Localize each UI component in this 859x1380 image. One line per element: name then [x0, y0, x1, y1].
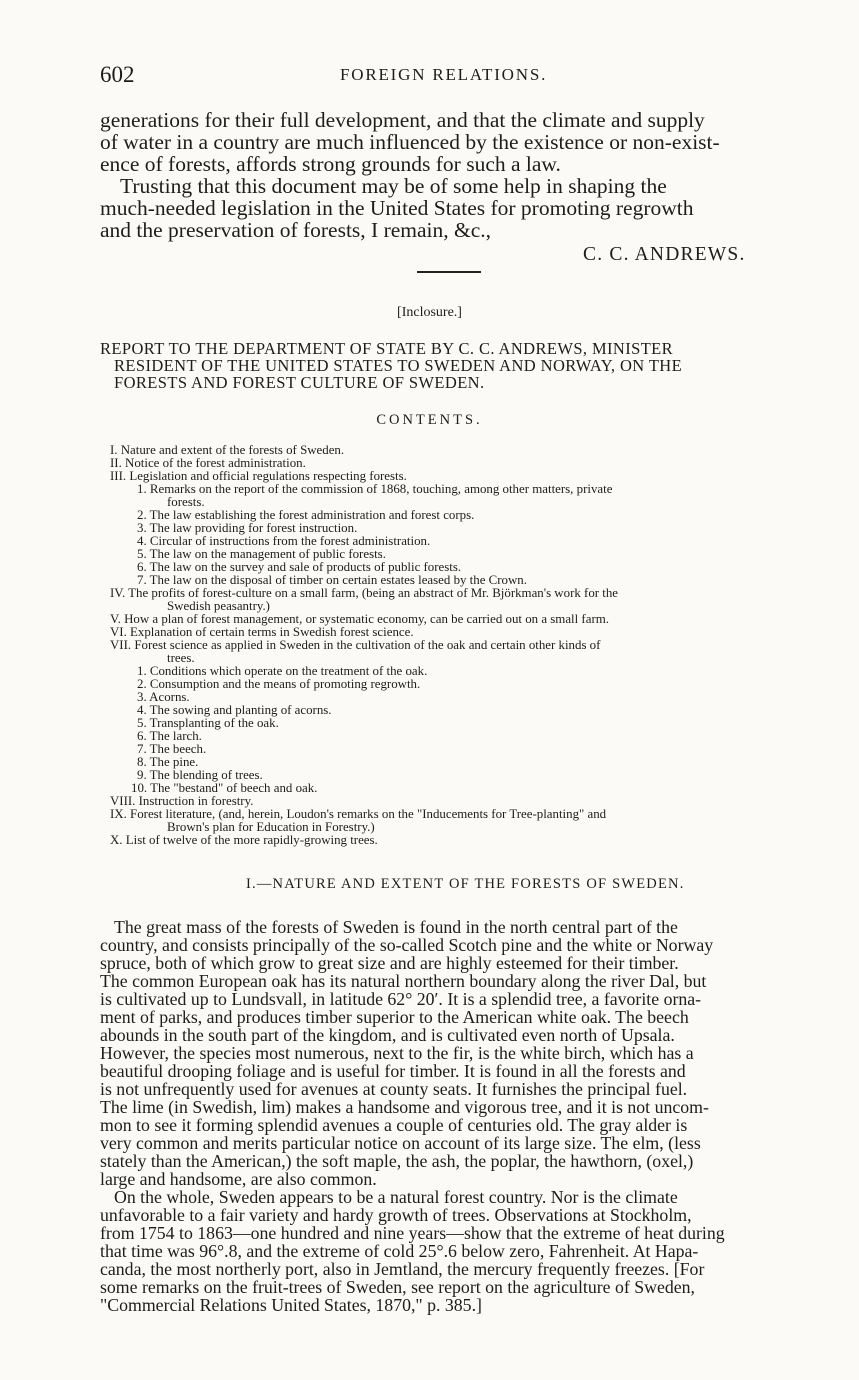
contents-heading: CONTENTS. — [376, 412, 483, 428]
toc-entry: 6. The law on the survey and sale of products of public forests. — [137, 560, 462, 574]
running-title: FOREIGN RELATIONS. — [340, 65, 548, 84]
toc-entry: 6. The larch. — [137, 729, 202, 743]
body-line: stately than the American,) the soft maple, the ash, the poplar, the hawthorn, (oxel,) — [100, 1151, 694, 1171]
toc-entry: 3. The law providing for forest instruction. — [137, 521, 358, 535]
toc-entry: 10. The "bestand" of beech and oak. — [131, 781, 318, 795]
toc-entry: 3. Acorns. — [137, 690, 190, 704]
toc-entry: VII. Forest science as applied in Sweden in the cultivation of the oak and certain other kinds of — [110, 638, 601, 652]
toc-entry: V. How a plan of forest management, or systematic economy, can be carried out on a small farm. — [110, 612, 609, 626]
body-line: beautiful drooping foliage and is useful for timber. It is found in all the forests and — [100, 1061, 686, 1081]
page-number: 602 — [100, 62, 135, 87]
toc-entry: Brown's plan for Education in Forestry.) — [167, 820, 375, 834]
body-line: spruce, both of which grow to great size and are highly esteemed for their timber. — [100, 953, 679, 973]
toc-entry: IV. The profits of forest-culture on a small farm, (being an abstract of Mr. Björkman's work for the — [110, 586, 619, 600]
toc-entry: 2. The law establishing the forest administration and forest corps. — [137, 508, 475, 522]
toc-entry: trees. — [167, 651, 195, 665]
toc-entry: 5. The law on the management of public forests. — [137, 547, 386, 561]
text-line: much-needed legislation in the United States for promoting regrowth — [100, 196, 694, 220]
toc-entry: 7. The law on the disposal of timber on certain estates leased by the Crown. — [137, 573, 527, 587]
toc-entry: forests. — [167, 495, 205, 509]
body-line: country, and consists principally of the so-called Scotch pine and the white or Norway — [100, 935, 714, 955]
report-title-line: FORESTS AND FOREST CULTURE OF SWEDEN. — [114, 373, 485, 392]
body-line: from 1754 to 1863—one hundred and nine years—show that the extreme of heat during — [100, 1223, 725, 1243]
body-line: The common European oak has its natural northern boundary along the river Dal, but — [100, 971, 707, 991]
toc-entry: 2. Consumption and the means of promoting regrowth. — [137, 677, 421, 691]
toc-entry: I. Nature and extent of the forests of Sweden. — [110, 443, 345, 457]
section-heading: I.—NATURE AND EXTENT OF THE FORESTS OF SWEDEN. — [246, 876, 685, 892]
section-divider — [417, 271, 481, 273]
text-line: and the preservation of forests, I remain, &c., — [100, 218, 492, 242]
toc-entry: VIII. Instruction in forestry. — [110, 794, 254, 808]
body-line: "Commercial Relations United States, 1870," p. 385.] — [100, 1295, 482, 1315]
inclosure-label: [Inclosure.] — [397, 305, 462, 320]
toc-entry: 1. Remarks on the report of the commission of 1868, touching, among other matters, private — [137, 482, 613, 496]
signature: C. C. ANDREWS. — [583, 244, 746, 265]
body-line: is cultivated up to Lundsvall, in latitude 62° 20′. It is a splendid tree, a favorite orna- — [100, 989, 702, 1009]
toc-entry: 4. Circular of instructions from the forest administration. — [137, 534, 431, 548]
body-line: very common and merits particular notice on account of its large size. The elm, (less — [100, 1133, 701, 1153]
body-line: The lime (in Swedish, lim) makes a handsome and vigorous tree, and it is not uncom- — [100, 1097, 709, 1117]
text-line: of water in a country are much influenced by the existence or non-exist- — [100, 130, 720, 154]
body-line: The great mass of the forests of Sweden is found in the north central part of the — [114, 917, 678, 937]
report-title-line: REPORT TO THE DEPARTMENT OF STATE BY C. C. ANDREWS, MINISTER — [100, 339, 674, 358]
toc-entry: II. Notice of the forest administration. — [110, 456, 306, 470]
running-head — [100, 62, 800, 88]
body-line: On the whole, Sweden appears to be a natural forest country. Nor is the climate — [114, 1187, 678, 1207]
toc-entry: IX. Forest literature, (and, herein, Loudon's remarks on the "Inducements for Tree-planting" and — [110, 807, 607, 821]
body-line: However, the species most numerous, next to the fir, is the white birch, which has a — [100, 1043, 694, 1063]
body-line: unfavorable to a fair variety and hardy growth of trees. Observations at Stockholm, — [100, 1205, 692, 1225]
text-line: Trusting that this document may be of some help in shaping the — [120, 174, 667, 198]
toc-entry: VI. Explanation of certain terms in Swedish forest science. — [110, 625, 414, 639]
body-line: mon to see it forming splendid avenues a couple of centuries old. The gray alder is — [100, 1115, 688, 1135]
toc-entry: X. List of twelve of the more rapidly-growing trees. — [110, 833, 378, 847]
body-line: ment of parks, and produces timber superior to the American white oak. The beech — [100, 1007, 689, 1027]
toc-entry: III. Legislation and official regulations respecting forests. — [110, 469, 407, 483]
body-line: large and handsome, are also common. — [100, 1169, 377, 1189]
toc-entry: 8. The pine. — [137, 755, 199, 769]
toc-entry: 9. The blending of trees. — [137, 768, 263, 782]
report-title-line: RESIDENT OF THE UNITED STATES TO SWEDEN AND NORWAY, ON THE — [114, 356, 683, 375]
toc-entry: Swedish peasantry.) — [167, 599, 270, 613]
body-line: canda, the most northerly port, also in Jemtland, the mercury frequently freezes. [For — [100, 1259, 705, 1279]
toc-entry: 4. The sowing and planting of acorns. — [137, 703, 332, 717]
toc-entry: 1. Conditions which operate on the treatment of the oak. — [137, 664, 428, 678]
toc-entry: 7. The beech. — [137, 742, 207, 756]
text-line: generations for their full development, and that the climate and supply — [100, 108, 705, 132]
text-line: ence of forests, affords strong grounds for such a law. — [100, 152, 561, 176]
body-line: that time was 96°.8, and the extreme of cold 25°.6 below zero, Fahrenheit. At Hapa- — [100, 1241, 699, 1261]
body-line: abounds in the south part of the kingdom, and is cultivated even north of Upsala. — [100, 1025, 675, 1045]
toc-entry: 5. Transplanting of the oak. — [137, 716, 279, 730]
body-line: is not unfrequently used for avenues at county seats. It furnishes the principal fuel. — [100, 1079, 688, 1099]
body-line: some remarks on the fruit-trees of Sweden, see report on the agriculture of Sweden, — [100, 1277, 695, 1297]
